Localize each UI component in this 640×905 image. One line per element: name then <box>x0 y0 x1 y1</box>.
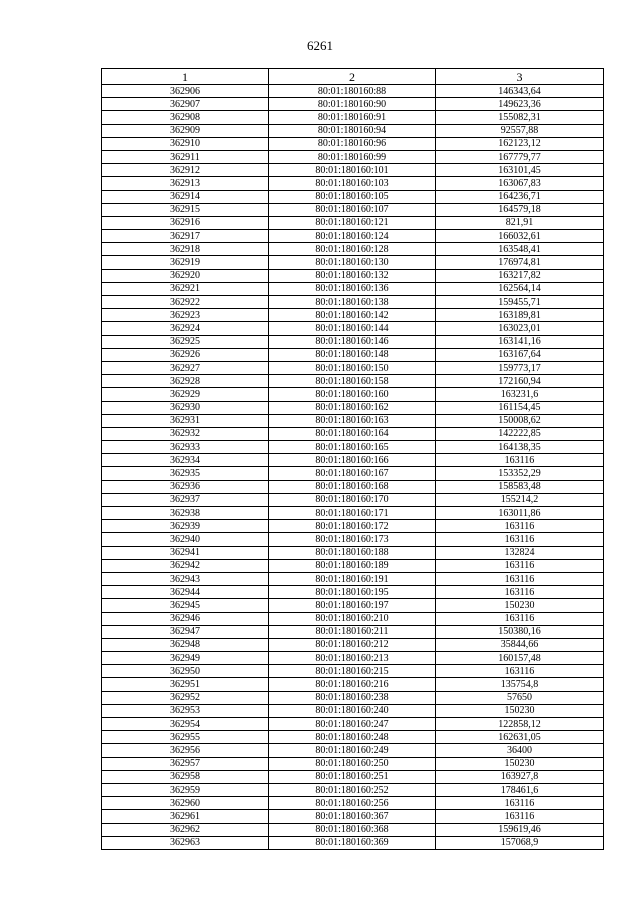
cadastral-number-cell: 80:01:180160:144 <box>269 322 436 335</box>
row-number-cell: 362954 <box>102 718 269 731</box>
row-number-cell: 362924 <box>102 322 269 335</box>
value-cell: 163116 <box>436 810 604 823</box>
table-row <box>102 770 604 783</box>
cadastral-number-cell: 80:01:180160:130 <box>269 256 436 269</box>
table-row <box>102 216 604 229</box>
row-number-cell: 362923 <box>102 309 269 322</box>
value-cell: 149623,36 <box>436 98 604 111</box>
row-number-cell: 362949 <box>102 652 269 665</box>
table-row <box>102 190 604 203</box>
row-number-cell: 362919 <box>102 256 269 269</box>
cadastral-number-cell: 80:01:180160:136 <box>269 282 436 295</box>
row-number-cell: 362947 <box>102 625 269 638</box>
value-cell: 157068,9 <box>436 836 604 849</box>
row-number-cell: 362951 <box>102 678 269 691</box>
value-cell: 163231,6 <box>436 388 604 401</box>
cadastral-number-cell: 80:01:180160:138 <box>269 296 436 309</box>
cadastral-number-cell: 80:01:180160:124 <box>269 230 436 243</box>
table-row <box>102 98 604 111</box>
table-row <box>102 414 604 427</box>
value-cell: 166032,61 <box>436 230 604 243</box>
cadastral-number-cell: 80:01:180160:256 <box>269 797 436 810</box>
value-cell: 163927,8 <box>436 770 604 783</box>
row-number-cell: 362929 <box>102 388 269 401</box>
cadastral-number-cell: 80:01:180160:247 <box>269 718 436 731</box>
value-cell: 92557,88 <box>436 124 604 137</box>
cadastral-number-cell: 80:01:180160:238 <box>269 691 436 704</box>
cadastral-number-cell: 80:01:180160:167 <box>269 467 436 480</box>
value-cell: 172160,94 <box>436 375 604 388</box>
cadastral-number-cell: 80:01:180160:250 <box>269 757 436 770</box>
value-cell: 163189,81 <box>436 309 604 322</box>
cadastral-number-cell: 80:01:180160:107 <box>269 203 436 216</box>
table-row <box>102 810 604 823</box>
cadastral-number-cell: 80:01:180160:162 <box>269 401 436 414</box>
cadastral-number-cell: 80:01:180160:105 <box>269 190 436 203</box>
row-number-cell: 362940 <box>102 533 269 546</box>
table-row <box>102 137 604 150</box>
row-number-cell: 362939 <box>102 520 269 533</box>
row-number-cell: 362957 <box>102 757 269 770</box>
cadastral-number-cell: 80:01:180160:91 <box>269 111 436 124</box>
table-row <box>102 375 604 388</box>
cadastral-number-cell: 80:01:180160:240 <box>269 704 436 717</box>
value-cell: 160157,48 <box>436 652 604 665</box>
cadastral-number-cell: 80:01:180160:150 <box>269 361 436 374</box>
table-row <box>102 612 604 625</box>
cadastral-number-cell: 80:01:180160:164 <box>269 427 436 440</box>
table-row <box>102 665 604 678</box>
row-number-cell: 362938 <box>102 507 269 520</box>
cadastral-number-cell: 80:01:180160:173 <box>269 533 436 546</box>
row-number-cell: 362935 <box>102 467 269 480</box>
value-cell: 163116 <box>436 797 604 810</box>
cadastral-number-cell: 80:01:180160:96 <box>269 137 436 150</box>
cadastral-number-cell: 80:01:180160:368 <box>269 823 436 836</box>
cadastral-number-cell: 80:01:180160:101 <box>269 164 436 177</box>
value-cell: 146343,64 <box>436 85 604 98</box>
cadastral-number-cell: 80:01:180160:99 <box>269 150 436 163</box>
value-cell: 142222,85 <box>436 427 604 440</box>
row-number-cell: 362922 <box>102 296 269 309</box>
table-row <box>102 704 604 717</box>
table-row <box>102 335 604 348</box>
table-row <box>102 744 604 757</box>
table-row <box>102 124 604 137</box>
row-number-cell: 362916 <box>102 216 269 229</box>
value-cell: 821,91 <box>436 216 604 229</box>
row-number-cell: 362931 <box>102 414 269 427</box>
row-number-cell: 362956 <box>102 744 269 757</box>
row-number-cell: 362932 <box>102 427 269 440</box>
table-row <box>102 757 604 770</box>
row-number-cell: 362942 <box>102 559 269 572</box>
value-cell: 57650 <box>436 691 604 704</box>
value-cell: 35844,66 <box>436 638 604 651</box>
table-row <box>102 559 604 572</box>
value-cell: 150008,62 <box>436 414 604 427</box>
table-row <box>102 586 604 599</box>
row-number-cell: 362934 <box>102 454 269 467</box>
cadastral-number-cell: 80:01:180160:210 <box>269 612 436 625</box>
table-row <box>102 546 604 559</box>
row-number-cell: 362953 <box>102 704 269 717</box>
value-cell: 163116 <box>436 665 604 678</box>
cadastral-number-cell: 80:01:180160:163 <box>269 414 436 427</box>
value-cell: 159455,71 <box>436 296 604 309</box>
row-number-cell: 362945 <box>102 599 269 612</box>
value-cell: 162123,12 <box>436 137 604 150</box>
row-number-cell: 362962 <box>102 823 269 836</box>
row-number-cell: 362950 <box>102 665 269 678</box>
value-cell: 167779,77 <box>436 150 604 163</box>
value-cell: 122858,12 <box>436 718 604 731</box>
row-number-cell: 362930 <box>102 401 269 414</box>
table-row <box>102 836 604 849</box>
value-cell: 36400 <box>436 744 604 757</box>
table-row <box>102 731 604 744</box>
value-cell: 155214,2 <box>436 493 604 506</box>
value-cell: 163167,64 <box>436 348 604 361</box>
table-row <box>102 111 604 124</box>
cadastral-number-cell: 80:01:180160:215 <box>269 665 436 678</box>
cadastral-number-cell: 80:01:180160:216 <box>269 678 436 691</box>
cadastral-number-cell: 80:01:180160:103 <box>269 177 436 190</box>
row-number-cell: 362941 <box>102 546 269 559</box>
value-cell: 163116 <box>436 533 604 546</box>
table-row <box>102 638 604 651</box>
value-cell: 163116 <box>436 559 604 572</box>
table-row <box>102 282 604 295</box>
row-number-cell: 362918 <box>102 243 269 256</box>
cadastral-number-cell: 80:01:180160:170 <box>269 493 436 506</box>
table-row <box>102 322 604 335</box>
table-row <box>102 823 604 836</box>
row-number-cell: 362944 <box>102 586 269 599</box>
value-cell: 162631,05 <box>436 731 604 744</box>
value-cell: 150380,16 <box>436 625 604 638</box>
value-cell: 163116 <box>436 454 604 467</box>
cadastral-number-cell: 80:01:180160:171 <box>269 507 436 520</box>
table-row <box>102 348 604 361</box>
cadastral-number-cell: 80:01:180160:168 <box>269 480 436 493</box>
table-row <box>102 572 604 585</box>
row-number-cell: 362926 <box>102 348 269 361</box>
value-cell: 163217,82 <box>436 269 604 282</box>
value-cell: 161154,45 <box>436 401 604 414</box>
cadastral-number-cell: 80:01:180160:369 <box>269 836 436 849</box>
value-cell: 163141,16 <box>436 335 604 348</box>
table-row <box>102 691 604 704</box>
row-number-cell: 362933 <box>102 441 269 454</box>
value-cell: 163116 <box>436 520 604 533</box>
value-cell: 163116 <box>436 572 604 585</box>
table-row <box>102 467 604 480</box>
table-row <box>102 401 604 414</box>
row-number-cell: 362906 <box>102 85 269 98</box>
value-cell: 163023,01 <box>436 322 604 335</box>
value-cell: 163548,41 <box>436 243 604 256</box>
row-number-cell: 362912 <box>102 164 269 177</box>
table-row <box>102 652 604 665</box>
value-cell: 178461,6 <box>436 783 604 796</box>
value-cell: 155082,31 <box>436 111 604 124</box>
row-number-cell: 362914 <box>102 190 269 203</box>
table-row <box>102 203 604 216</box>
value-cell: 163067,83 <box>436 177 604 190</box>
table-row <box>102 150 604 163</box>
table-row <box>102 388 604 401</box>
row-number-cell: 362937 <box>102 493 269 506</box>
row-number-cell: 362920 <box>102 269 269 282</box>
table-row <box>102 296 604 309</box>
value-cell: 135754,8 <box>436 678 604 691</box>
row-number-cell: 362960 <box>102 797 269 810</box>
value-cell: 150230 <box>436 757 604 770</box>
cadastral-number-cell: 80:01:180160:158 <box>269 375 436 388</box>
table-row <box>102 480 604 493</box>
row-number-cell: 362917 <box>102 230 269 243</box>
row-number-cell: 362936 <box>102 480 269 493</box>
cadastral-number-cell: 80:01:180160:121 <box>269 216 436 229</box>
row-number-cell: 362961 <box>102 810 269 823</box>
cadastral-number-cell: 80:01:180160:148 <box>269 348 436 361</box>
table-header <box>102 69 604 85</box>
value-cell: 150230 <box>436 704 604 717</box>
value-cell: 176974,81 <box>436 256 604 269</box>
cadastral-number-cell: 80:01:180160:160 <box>269 388 436 401</box>
row-number-cell: 362925 <box>102 335 269 348</box>
row-number-cell: 362921 <box>102 282 269 295</box>
value-cell: 159773,17 <box>436 361 604 374</box>
cadastral-number-cell: 80:01:180160:251 <box>269 770 436 783</box>
row-number-cell: 362913 <box>102 177 269 190</box>
value-cell: 150230 <box>436 599 604 612</box>
value-cell: 163011,86 <box>436 507 604 520</box>
row-number-cell: 362959 <box>102 783 269 796</box>
row-number-cell: 362911 <box>102 150 269 163</box>
table-row <box>102 797 604 810</box>
cadastral-number-cell: 80:01:180160:252 <box>269 783 436 796</box>
cadastral-number-cell: 80:01:180160:197 <box>269 599 436 612</box>
row-number-cell: 362958 <box>102 770 269 783</box>
table-row <box>102 269 604 282</box>
cadastral-number-cell: 80:01:180160:189 <box>269 559 436 572</box>
cadastral-number-cell: 80:01:180160:212 <box>269 638 436 651</box>
row-number-cell: 362910 <box>102 137 269 150</box>
column-header-3: 3 <box>436 69 604 85</box>
column-header-2: 2 <box>269 69 436 85</box>
cadastral-number-cell: 80:01:180160:211 <box>269 625 436 638</box>
row-number-cell: 362909 <box>102 124 269 137</box>
table-row <box>102 427 604 440</box>
table-row <box>102 230 604 243</box>
table-row <box>102 625 604 638</box>
table-row <box>102 177 604 190</box>
cadastral-number-cell: 80:01:180160:94 <box>269 124 436 137</box>
table-row <box>102 85 604 98</box>
column-header-1: 1 <box>102 69 269 85</box>
row-number-cell: 362963 <box>102 836 269 849</box>
value-cell: 159619,46 <box>436 823 604 836</box>
row-number-cell: 362907 <box>102 98 269 111</box>
cadastral-number-cell: 80:01:180160:249 <box>269 744 436 757</box>
header-row <box>102 69 604 85</box>
table-row <box>102 164 604 177</box>
table-row <box>102 493 604 506</box>
data-table <box>101 68 604 850</box>
table-row <box>102 520 604 533</box>
cadastral-number-cell: 80:01:180160:213 <box>269 652 436 665</box>
value-cell: 132824 <box>436 546 604 559</box>
row-number-cell: 362948 <box>102 638 269 651</box>
cadastral-number-cell: 80:01:180160:88 <box>269 85 436 98</box>
cadastral-number-cell: 80:01:180160:188 <box>269 546 436 559</box>
value-cell: 164138,35 <box>436 441 604 454</box>
cadastral-number-cell: 80:01:180160:146 <box>269 335 436 348</box>
row-number-cell: 362927 <box>102 361 269 374</box>
table-row <box>102 718 604 731</box>
table-row <box>102 783 604 796</box>
table-row <box>102 678 604 691</box>
cadastral-number-cell: 80:01:180160:172 <box>269 520 436 533</box>
table-row <box>102 507 604 520</box>
page-number: 6261 <box>307 38 333 53</box>
row-number-cell: 362946 <box>102 612 269 625</box>
cadastral-number-cell: 80:01:180160:195 <box>269 586 436 599</box>
table-row <box>102 256 604 269</box>
table-row <box>102 441 604 454</box>
table-row <box>102 599 604 612</box>
cadastral-number-cell: 80:01:180160:191 <box>269 572 436 585</box>
row-number-cell: 362915 <box>102 203 269 216</box>
table-row <box>102 309 604 322</box>
value-cell: 163116 <box>436 586 604 599</box>
cadastral-number-cell: 80:01:180160:128 <box>269 243 436 256</box>
value-cell: 153352,29 <box>436 467 604 480</box>
value-cell: 164579,18 <box>436 203 604 216</box>
cadastral-number-cell: 80:01:180160:132 <box>269 269 436 282</box>
table-row <box>102 361 604 374</box>
value-cell: 163101,45 <box>436 164 604 177</box>
row-number-cell: 362952 <box>102 691 269 704</box>
row-number-cell: 362928 <box>102 375 269 388</box>
table-body <box>102 85 604 850</box>
row-number-cell: 362908 <box>102 111 269 124</box>
table-row <box>102 533 604 546</box>
cadastral-number-cell: 80:01:180160:142 <box>269 309 436 322</box>
value-cell: 162564,14 <box>436 282 604 295</box>
row-number-cell: 362943 <box>102 572 269 585</box>
row-number-cell: 362955 <box>102 731 269 744</box>
cadastral-number-cell: 80:01:180160:248 <box>269 731 436 744</box>
table-row <box>102 454 604 467</box>
cadastral-number-cell: 80:01:180160:166 <box>269 454 436 467</box>
value-cell: 163116 <box>436 612 604 625</box>
value-cell: 164236,71 <box>436 190 604 203</box>
cadastral-number-cell: 80:01:180160:367 <box>269 810 436 823</box>
cadastral-number-cell: 80:01:180160:90 <box>269 98 436 111</box>
value-cell: 158583,48 <box>436 480 604 493</box>
table-row <box>102 243 604 256</box>
cadastral-number-cell: 80:01:180160:165 <box>269 441 436 454</box>
